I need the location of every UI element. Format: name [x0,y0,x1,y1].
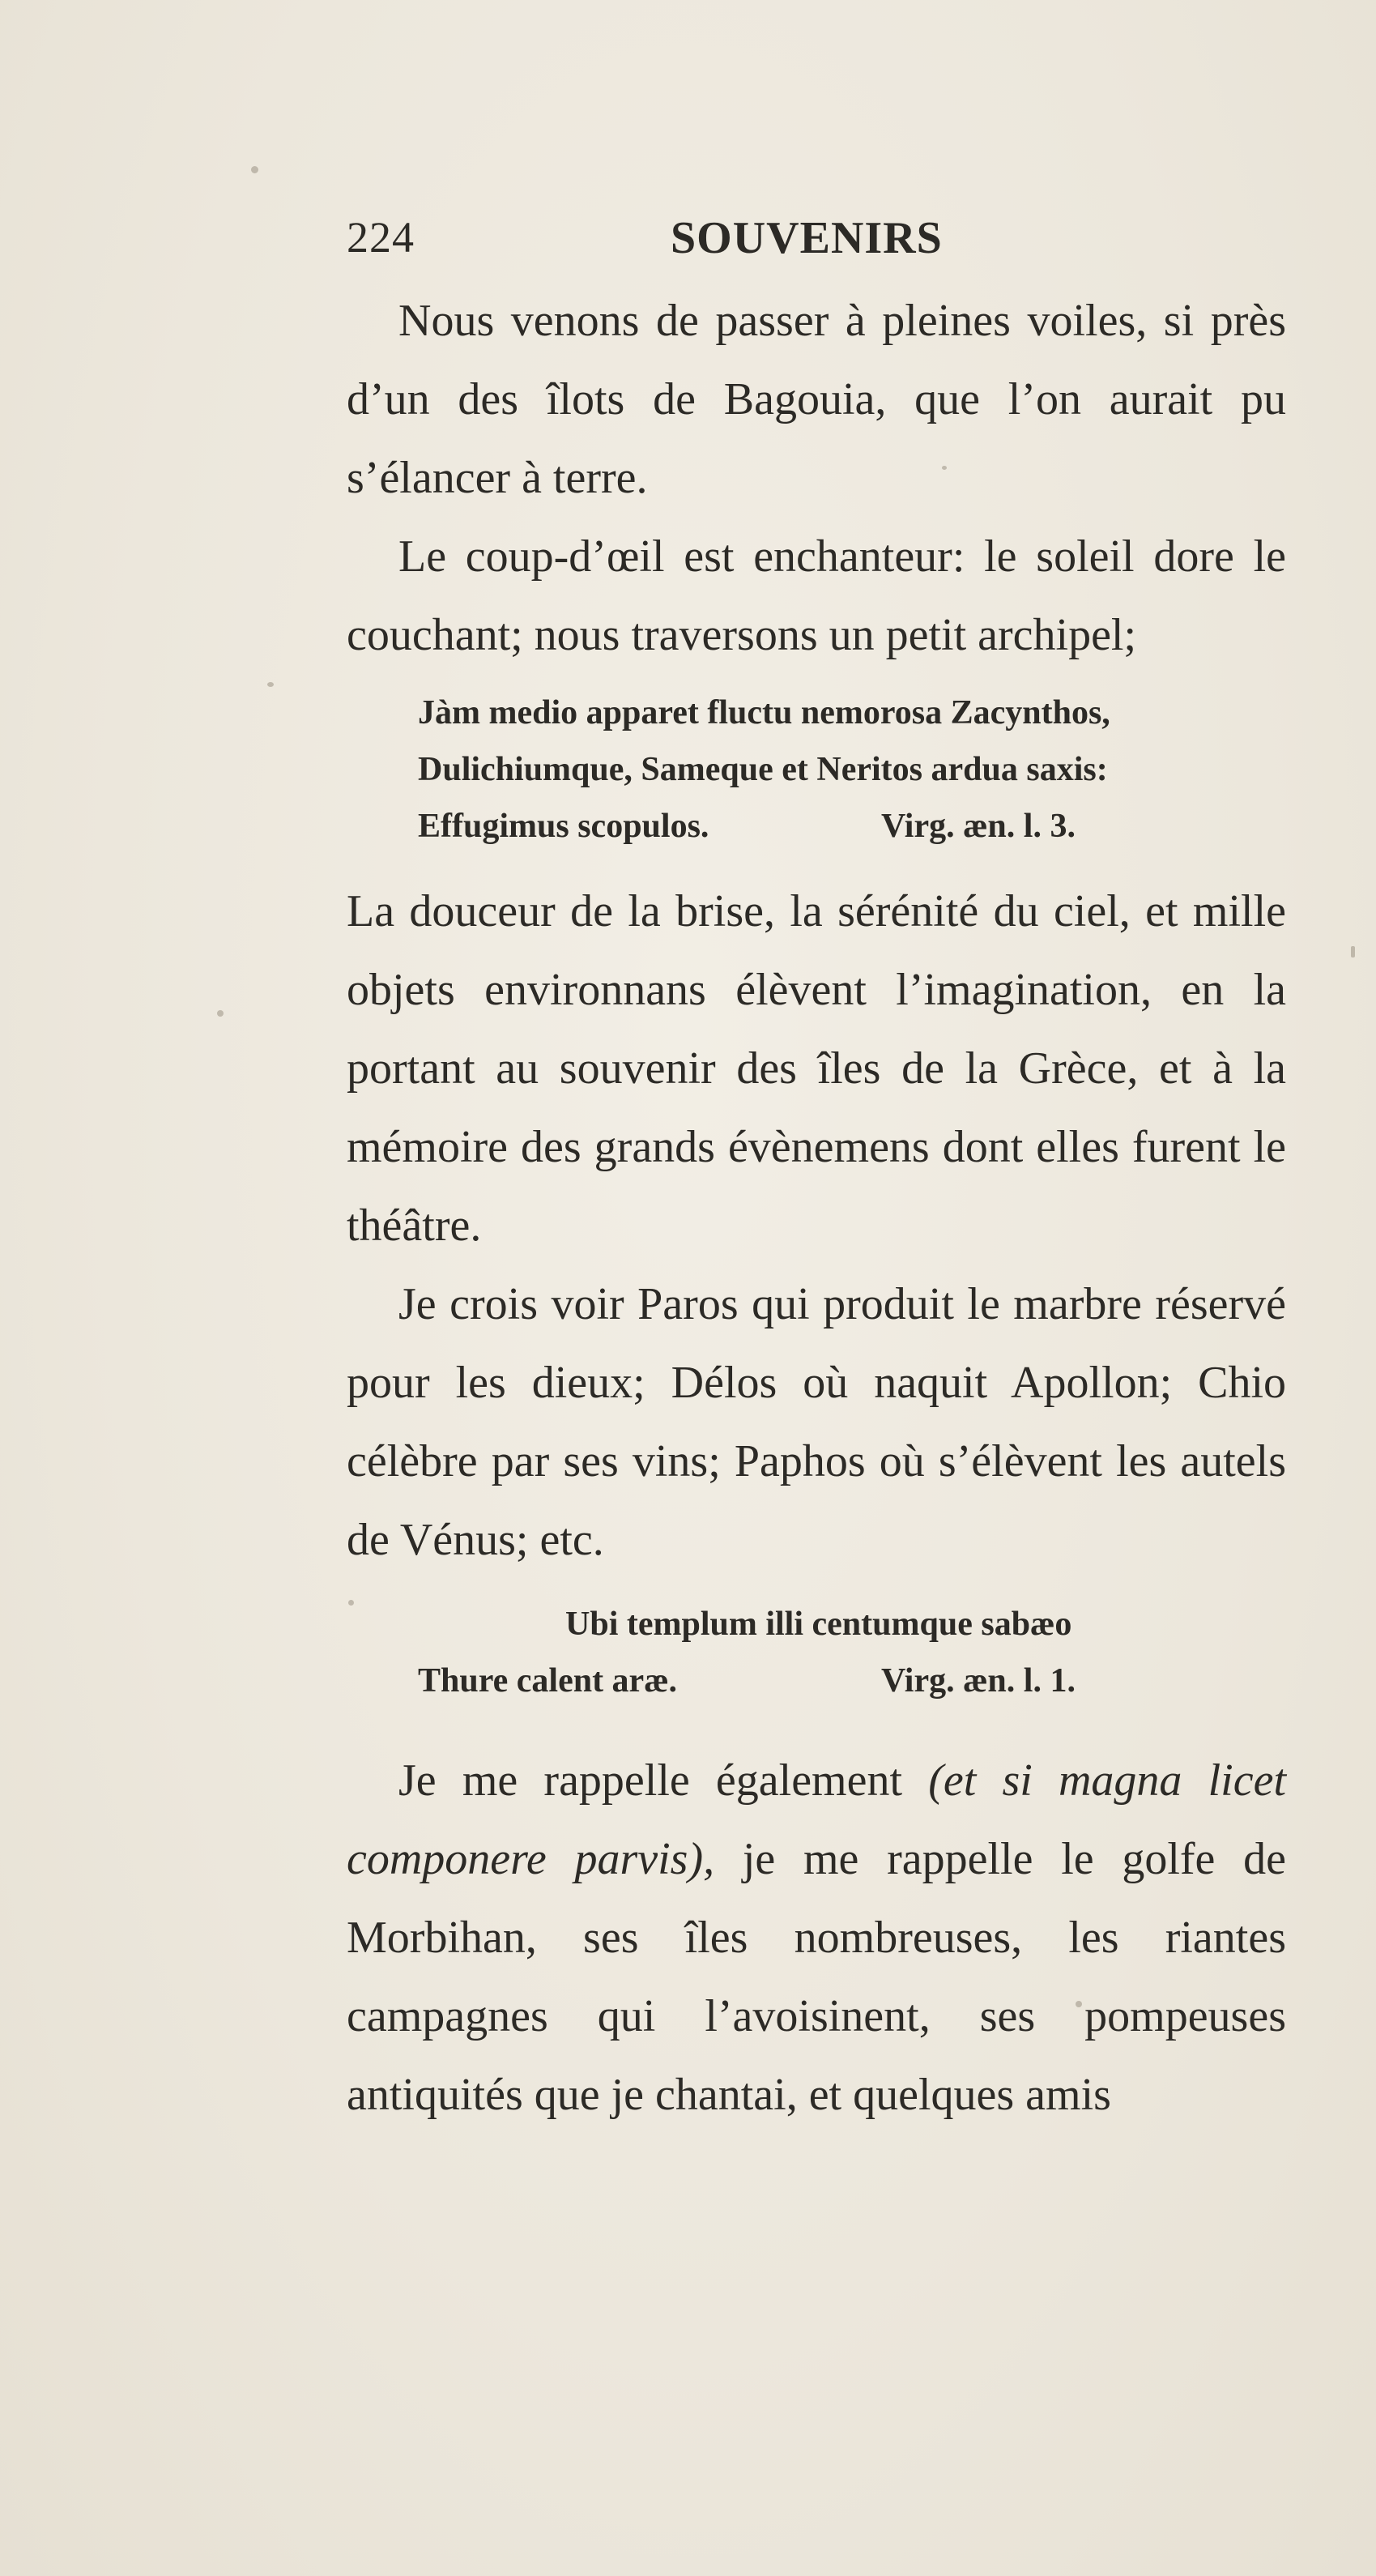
paper-speck [1351,946,1355,957]
paragraph: Nous venons de passer à pleines voiles, si près d’un des îlots de Bagouia, que l’on aurait pu s’élancer à terre. [347,296,1286,503]
paragraph: La douceur de la brise, la sérénité du ciel, et mille objets environnans élèvent l’imagination, en la portant au souvenir des îles de la Grèce, et à la mémoire des grands évènemens dont elles furent le théâtre. [347,886,1286,1251]
page-number: 224 [347,213,415,262]
quote-line: Ubi templum illi centumque sabæo [565,1606,1072,1643]
quote-line [347,798,1286,855]
running-title: SOUVENIRS [671,213,943,263]
page-header [347,212,1286,277]
paper-speck [251,166,258,173]
italic-phrase: (et si magna licet componere parvis), [347,1755,1286,1884]
paragraph-text: je me rappelle le golfe de Morbihan, ses îles nombreuses, les riantes campagnes qui l’avoisinent, ses pompeuses antiquités que je chantai, et quelques amis [347,1834,1286,2120]
quote-source: Virg. æn. l. 3. [881,808,1076,845]
body-text [347,282,1286,2135]
paper-speck [267,682,274,687]
paragraph-text: Je me rappelle également [398,1755,929,1806]
paragraph [347,1742,1286,2135]
latin-quotation [347,1596,1286,1709]
quote-line: Dulichiumque, Sameque et Neritos ardua saxis: [418,751,1108,788]
paragraph: Le coup-d’œil est enchanteur: le soleil dore le couchant; nous traversons un petit archipel; [347,531,1286,660]
quote-line-text: Thure calent aræ. [418,1662,678,1700]
quote-line [347,1653,1286,1709]
quote-line: Jàm medio apparet fluctu nemorosa Zacynthos, [418,694,1110,731]
latin-quotation [347,685,1286,855]
quote-line-text: Effugimus scopulos. [418,808,709,845]
paragraph: Je crois voir Paros qui produit le marbre réservé pour les dieux; Délos où naquit Apollon; Chio célèbre par ses vins; Paphos où s’élèvent les autels de Vénus; etc. [347,1279,1286,1565]
quote-source: Virg. æn. l. 1. [881,1662,1076,1700]
paper-speck [217,1010,224,1017]
